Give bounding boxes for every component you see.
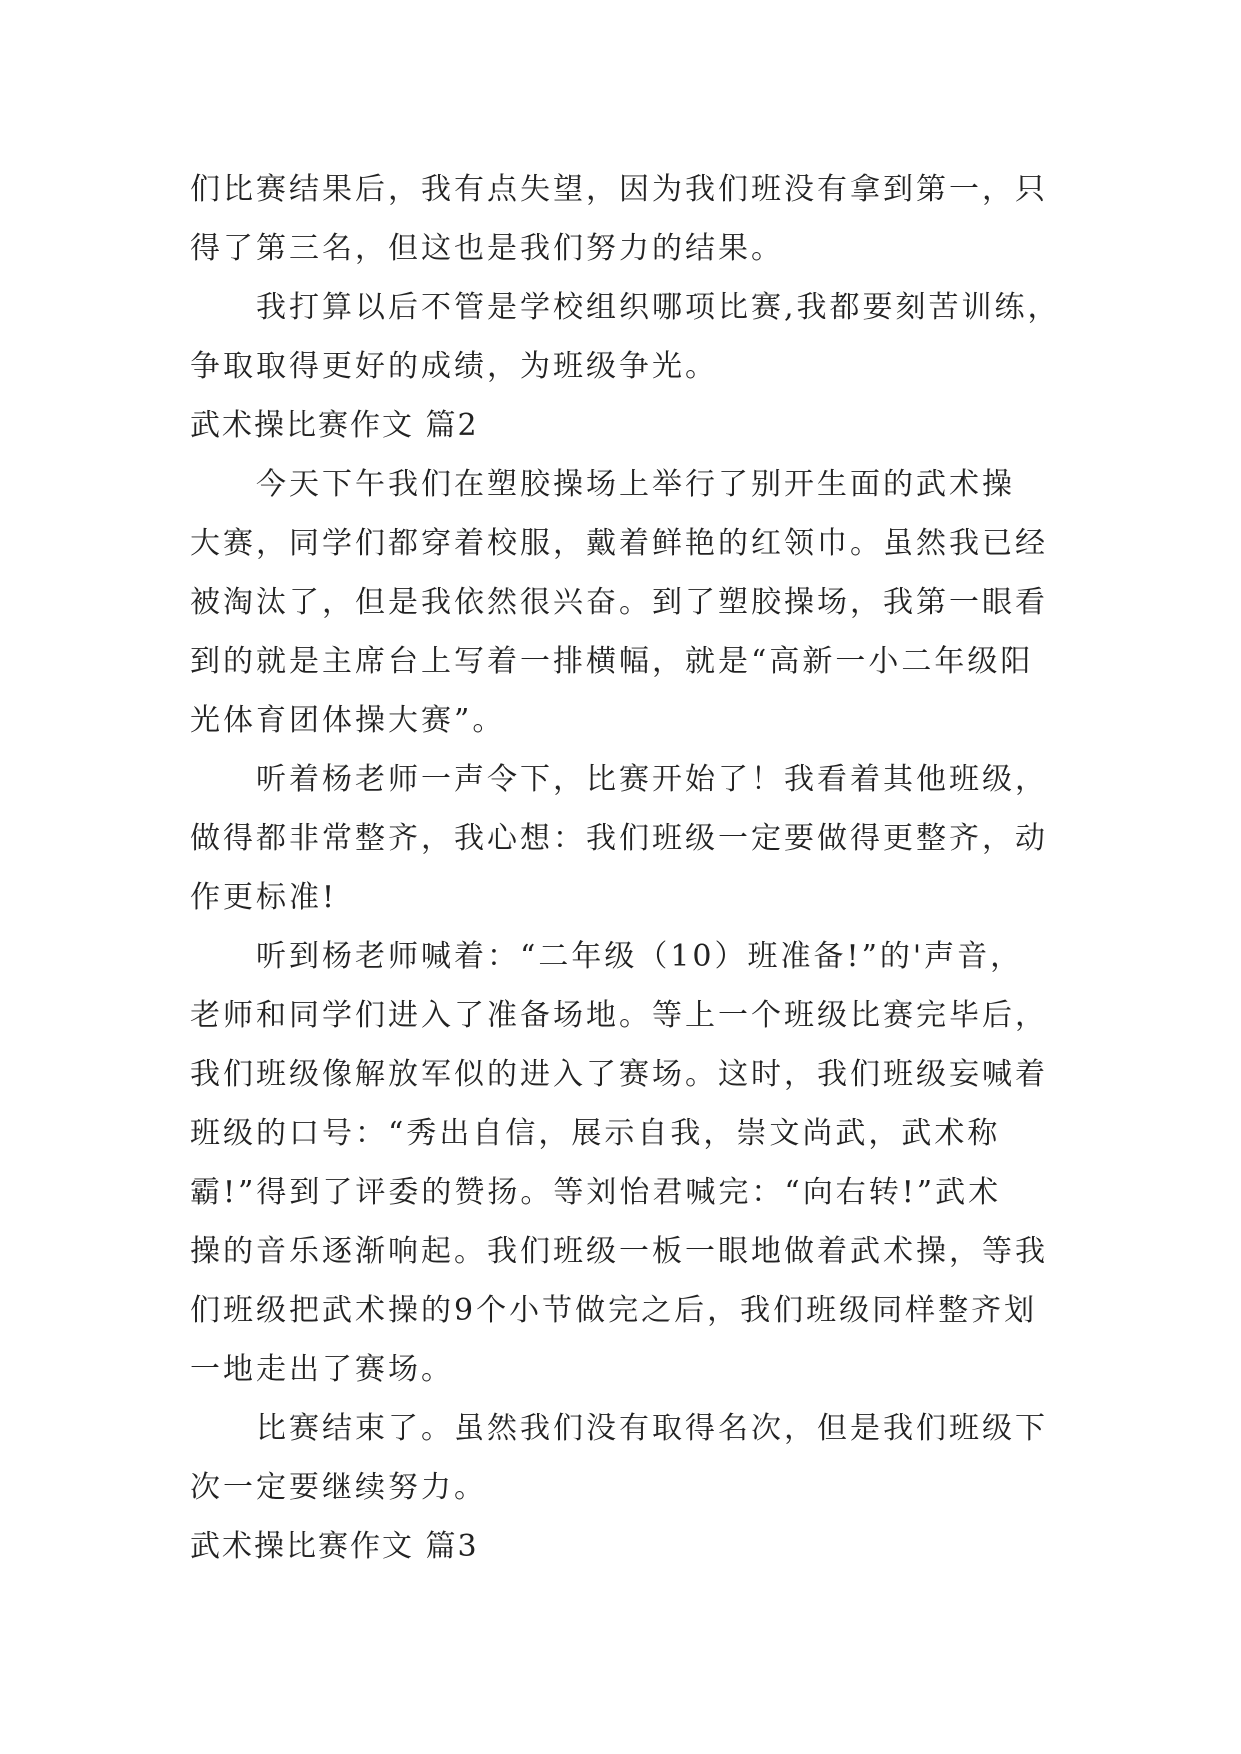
paragraph-line: 作更标准! <box>190 880 338 915</box>
paragraph-line: 做得都非常整齐，我心想：我们班级一定要做得更整齐，动 <box>190 821 1048 856</box>
paragraph-line: 争取取得更好的成绩，为班级争光。 <box>190 349 718 384</box>
paragraph-line: 霸!”得到了评委的赞扬。等刘怡君喊完：“向右转!”武术 <box>190 1175 1002 1210</box>
paragraph-line: 我们班级像解放军似的进入了赛场。这时，我们班级妄喊着 <box>190 1057 1048 1092</box>
paragraph-line: 大赛，同学们都穿着校服，戴着鲜艳的红领巾。虽然我已经 <box>190 526 1048 561</box>
paragraph-line: 光体育团体操大赛”。 <box>190 703 506 738</box>
paragraph-line: 今天下午我们在塑胶操场上举行了别开生面的武术操 <box>256 467 1015 502</box>
document-body <box>190 160 1090 1576</box>
paragraph-line: 我打算以后不管是学校组织哪项比赛,我都要刻苦训练， <box>256 290 1061 325</box>
paragraph-line: 到的就是主席台上写着一排横幅，就是“高新一小二年级阳 <box>190 644 1034 679</box>
paragraph-line: 们比赛结果后，我有点失望，因为我们班没有拿到第一，只 <box>190 172 1048 207</box>
paragraph-line: 老师和同学们进入了准备场地。等上一个班级比赛完毕后， <box>190 998 1048 1033</box>
paragraph-line: 们班级把武术操的9个小节做完之后，我们班级同样整齐划 <box>190 1293 1038 1328</box>
paragraph-line: 被淘汰了，但是我依然很兴奋。到了塑胶操场，我第一眼看 <box>190 585 1048 620</box>
paragraph-line: 班级的口号：“秀出自信，展示自我，崇文尚武，武术称 <box>190 1116 1001 1151</box>
section-heading: 武术操比赛作文 篇3 <box>190 1529 479 1564</box>
paragraph-line: 得了第三名，但这也是我们努力的结果。 <box>190 231 784 266</box>
paragraph-line: 一地走出了赛场。 <box>190 1352 454 1387</box>
paragraph-line: 比赛结束了。虽然我们没有取得名次，但是我们班级下 <box>256 1411 1048 1446</box>
paragraph-line: 听着杨老师一声令下，比赛开始了！我看着其他班级， <box>256 762 1048 797</box>
paragraph-line: 操的音乐逐渐响起。我们班级一板一眼地做着武术操，等我 <box>190 1234 1048 1269</box>
section-heading: 武术操比赛作文 篇2 <box>190 408 479 443</box>
paragraph-line: 次一定要继续努力。 <box>190 1470 487 1505</box>
paragraph-line: 听到杨老师喊着：“二年级（10）班准备!”的'声音， <box>256 939 1024 974</box>
